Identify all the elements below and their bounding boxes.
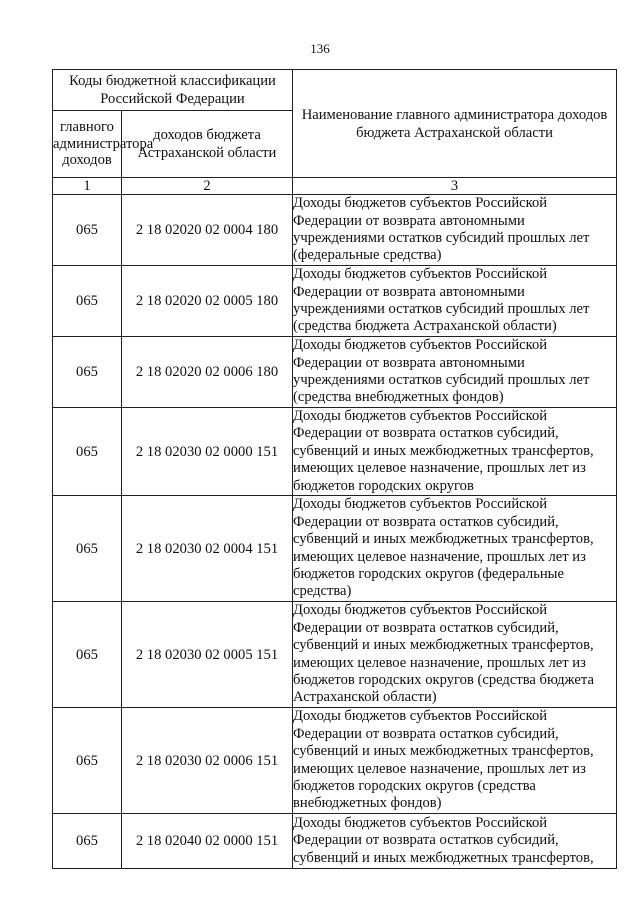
income-code: 2 18 02030 02 0000 151 <box>122 408 293 496</box>
income-code: 2 18 02020 02 0005 180 <box>122 266 293 337</box>
page-number: 136 <box>310 41 330 56</box>
admin-code: 065 <box>53 602 122 708</box>
table-row <box>53 708 617 814</box>
income-code: 2 18 02030 02 0004 151 <box>122 496 293 602</box>
table-row <box>53 337 617 408</box>
table-row <box>53 814 617 869</box>
header-codes-group: Коды бюджетной классификации Российской Федерации <box>53 70 293 111</box>
income-code: 2 18 02020 02 0006 180 <box>122 337 293 408</box>
admin-code: 065 <box>53 337 122 408</box>
table-row <box>53 496 617 602</box>
income-name: Доходы бюджетов субъектов Российской Федерации от возврата остатков субсидий, субвенций и иных межбюджетных трансфертов, имеющих целевое назначение, прошлых лет из бюджетов городских округов <box>293 408 617 496</box>
column-number-2: 2 <box>122 178 293 195</box>
column-number-1: 1 <box>53 178 122 195</box>
admin-code: 065 <box>53 496 122 602</box>
header-admin-name: Наименование главного администратора доходов бюджета Астраханской области <box>293 70 617 178</box>
table-row <box>53 602 617 708</box>
table-row <box>53 266 617 337</box>
admin-code: 065 <box>53 814 122 869</box>
admin-code: 065 <box>53 266 122 337</box>
income-name: Доходы бюджетов субъектов Российской Федерации от возврата автономными учреждениями остатков субсидий прошлых лет (средства бюджета Астраханской области) <box>293 266 617 337</box>
table-row <box>53 408 617 496</box>
header-income-code: доходов бюджета Астраханской области <box>122 111 293 178</box>
income-name: Доходы бюджетов субъектов Российской Федерации от возврата автономными учреждениями остатков субсидий прошлых лет (федеральные средства) <box>293 195 617 266</box>
income-code: 2 18 02020 02 0004 180 <box>122 195 293 266</box>
table-row <box>53 195 617 266</box>
income-name: Доходы бюджетов субъектов Российской Федерации от возврата остатков субсидий, субвенций и иных межбюджетных трансфертов, имеющих целевое назначение, прошлых лет из бюджетов городских округов (федеральные средства) <box>293 496 617 602</box>
income-name: Доходы бюджетов субъектов Российской Федерации от возврата остатков субсидий, субвенций и иных межбюджетных трансфертов, имеющих целевое назначение, прошлых лет из бюджетов городских округов (средства внебюджетных фондов) <box>293 708 617 814</box>
admin-code: 065 <box>53 195 122 266</box>
column-numbers-row <box>53 178 617 195</box>
income-name: Доходы бюджетов субъектов Российской Федерации от возврата остатков субсидий, субвенций и иных межбюджетных трансфертов, <box>293 814 617 869</box>
income-code: 2 18 02030 02 0006 151 <box>122 708 293 814</box>
income-name: Доходы бюджетов субъектов Российской Федерации от возврата остатков субсидий, субвенций и иных межбюджетных трансфертов, имеющих целевое назначение, прошлых лет из бюджетов городских округов (средства бюджета Астраханской области) <box>293 602 617 708</box>
column-number-3: 3 <box>293 178 617 195</box>
income-code: 2 18 02030 02 0005 151 <box>122 602 293 708</box>
admin-code: 065 <box>53 408 122 496</box>
header-row-group <box>53 70 617 111</box>
income-name: Доходы бюджетов субъектов Российской Федерации от возврата автономными учреждениями остатков субсидий прошлых лет (средства внебюджетных фондов) <box>293 337 617 408</box>
income-code: 2 18 02040 02 0000 151 <box>122 814 293 869</box>
header-admin-code: главного администратора доходов <box>53 111 122 178</box>
admin-code: 065 <box>53 708 122 814</box>
budget-codes-table <box>52 69 617 869</box>
